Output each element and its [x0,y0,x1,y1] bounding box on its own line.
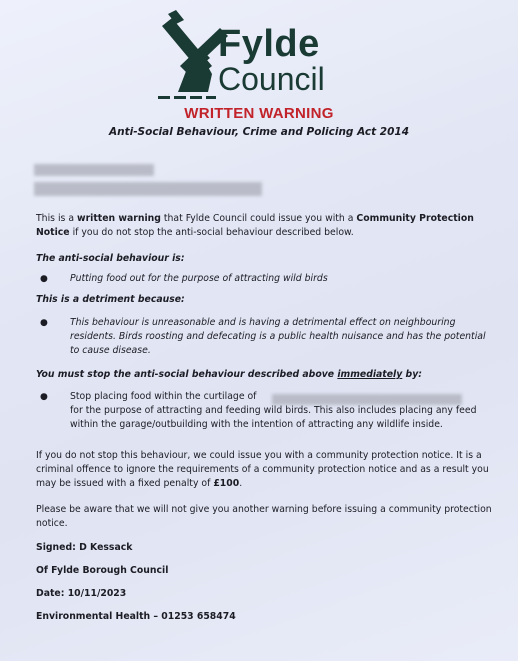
behaviour-item: Putting food out for the purpose of attracting wild birds [70,273,328,284]
stop-item-line-1: Stop placing food within the curtilage of [70,391,257,402]
signed-line: Signed: D Kessack [36,542,133,553]
intro-text: that Fylde Council could issue you with a [160,213,357,224]
detriment-heading: This is a detriment because: [36,294,185,305]
detriment-item: This behaviour is unreasonable and is having a detrimental effect on neighbouring residents. Birds roosting and defecating is a public health nuisance and has the potential to cause disease. [70,317,486,356]
bullet-icon: ● [40,318,48,328]
intro-emphasis: Community Protection Notice [36,213,474,238]
date-line: Date: 10/11/2023 [36,588,127,599]
logo-name-council: Council [218,61,325,97]
consequence-text: . [239,478,243,489]
letter-title: WRITTEN WARNING [184,105,334,122]
penalty-amount: £100 [213,478,240,489]
stop-heading [36,368,496,382]
final-warning: Please be aware that we will not give you another warning before issuing a community protection notice. [36,504,492,529]
redacted-address [34,164,154,176]
consequence-text: If you do not stop this behaviour, we could issue you with a community protection notice. It is a criminal offence to ignore the requirements of a community protection notice and as a result you may be issued with a fixed penalty of [36,450,489,489]
stop-heading-emphasis: immediately [337,369,403,380]
contact-line: Environmental Health – 01253 658474 [36,611,236,622]
bullet-icon: ● [40,392,48,402]
stop-item-line-2: for the purpose of attracting and feeding wild birds. This also includes placing any feed within the garage/outbuilding with the intention of attracting any wildlife inside. [70,405,477,430]
intro-text: if you do not stop the anti-social behaviour described below. [69,227,354,238]
redacted-address [34,182,262,196]
bullet-icon: ● [40,274,48,284]
intro-text: This is a [36,213,77,224]
organisation-line: Of Fylde Borough Council [36,565,169,576]
behaviour-heading: The anti-social behaviour is: [36,253,185,264]
letter-subtitle: Anti-Social Behaviour, Crime and Policing Act 2014 [108,126,410,138]
stop-heading-text: You must stop the anti-social behaviour described above [36,369,338,380]
logo-name-fylde: Fylde [218,23,320,65]
consequence-paragraph [36,449,498,491]
intro-paragraph [36,212,496,240]
intro-emphasis: written warning [77,213,161,224]
stop-heading-text: by: [402,369,422,380]
